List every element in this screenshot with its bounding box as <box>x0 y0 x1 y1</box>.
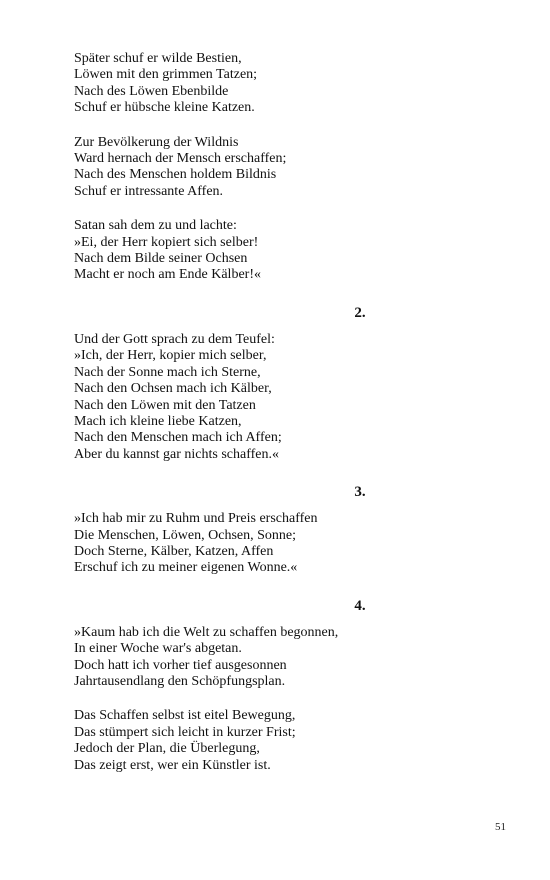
verse-line: Erschuf ich zu meiner eigenen Wonne.« <box>74 560 298 576</box>
verse-line: Satan sah dem zu und lachte: <box>74 218 237 234</box>
verse-line: Löwen mit den grimmen Tatzen; <box>74 67 258 83</box>
verse-line: Das Schaffen selbst ist eitel Bewegung, <box>74 708 296 724</box>
verse-line: Nach des Menschen holdem Bildnis <box>74 167 277 183</box>
verse-line: Das zeigt erst, wer ein Künstler ist. <box>74 757 271 773</box>
section-heading: 3. <box>354 484 366 501</box>
verse-line: Doch Sterne, Kälber, Katzen, Affen <box>74 543 274 559</box>
verse-line: Und der Gott sprach zu dem Teufel: <box>74 331 275 347</box>
verse-line: »Ich, der Herr, kopier mich selber, <box>74 348 267 364</box>
stanza <box>74 511 506 577</box>
verse-line: Später schuf er wilde Bestien, <box>74 51 242 66</box>
stanza <box>74 218 506 284</box>
verse-line: Zur Bevölkerung der Wildnis <box>74 134 239 150</box>
poem-section-4 <box>74 597 506 774</box>
stanza <box>74 51 506 117</box>
verse-line: »Ich hab mir zu Ruhm und Preis erschaffen <box>74 511 318 527</box>
stanza <box>74 708 506 774</box>
verse-line: Jedoch der Plan, die Überlegung, <box>74 741 260 757</box>
verse-line: Doch hatt ich vorher tief ausgesonnen <box>74 657 287 673</box>
verse-line: Nach des Löwen Ebenbilde <box>74 83 229 99</box>
stanza <box>74 135 506 201</box>
verse-line: Mach ich kleine liebe Katzen, <box>74 413 242 429</box>
verse-line: Nach den Ochsen mach ich Kälber, <box>74 381 272 397</box>
verse-line: Die Menschen, Löwen, Ochsen, Sonne; <box>74 527 297 543</box>
verse-line: Nach den Löwen mit den Tatzen <box>74 397 256 413</box>
verse-line: Das stümpert sich leicht in kurzer Frist; <box>74 724 296 740</box>
page-number: 51 <box>495 821 506 833</box>
poem-section-1 <box>74 51 506 284</box>
verse-line: Nach dem Bilde seiner Ochsen <box>74 251 248 267</box>
verse-line: Aber du kannst gar nichts schaffen.« <box>74 446 280 462</box>
verse-line: Ward hernach der Mensch erschaffen; <box>74 151 287 167</box>
verse-line: »Kaum hab ich die Welt zu schaffen begonnen, <box>74 624 339 640</box>
verse-line: Nach den Menschen mach ich Affen; <box>74 430 282 446</box>
poem-body <box>74 51 506 774</box>
verse-line: Jahrtausendlang den Schöpfungsplan. <box>74 673 286 689</box>
section-heading: 2. <box>354 304 366 321</box>
poem-section-2 <box>74 304 506 463</box>
verse-line: Schuf er intressante Affen. <box>74 183 224 199</box>
stanza <box>74 625 506 691</box>
section-heading: 4. <box>354 597 366 614</box>
verse-line: Schuf er hübsche kleine Katzen. <box>74 100 255 116</box>
verse-line: In einer Woche war's abgetan. <box>74 641 242 657</box>
verse-line: Macht er noch am Ende Kälber!« <box>74 267 261 283</box>
verse-line: Nach der Sonne mach ich Sterne, <box>74 364 261 380</box>
poem-section-3 <box>74 483 506 577</box>
stanza <box>74 332 506 463</box>
verse-line: »Ei, der Herr kopiert sich selber! <box>74 234 259 250</box>
